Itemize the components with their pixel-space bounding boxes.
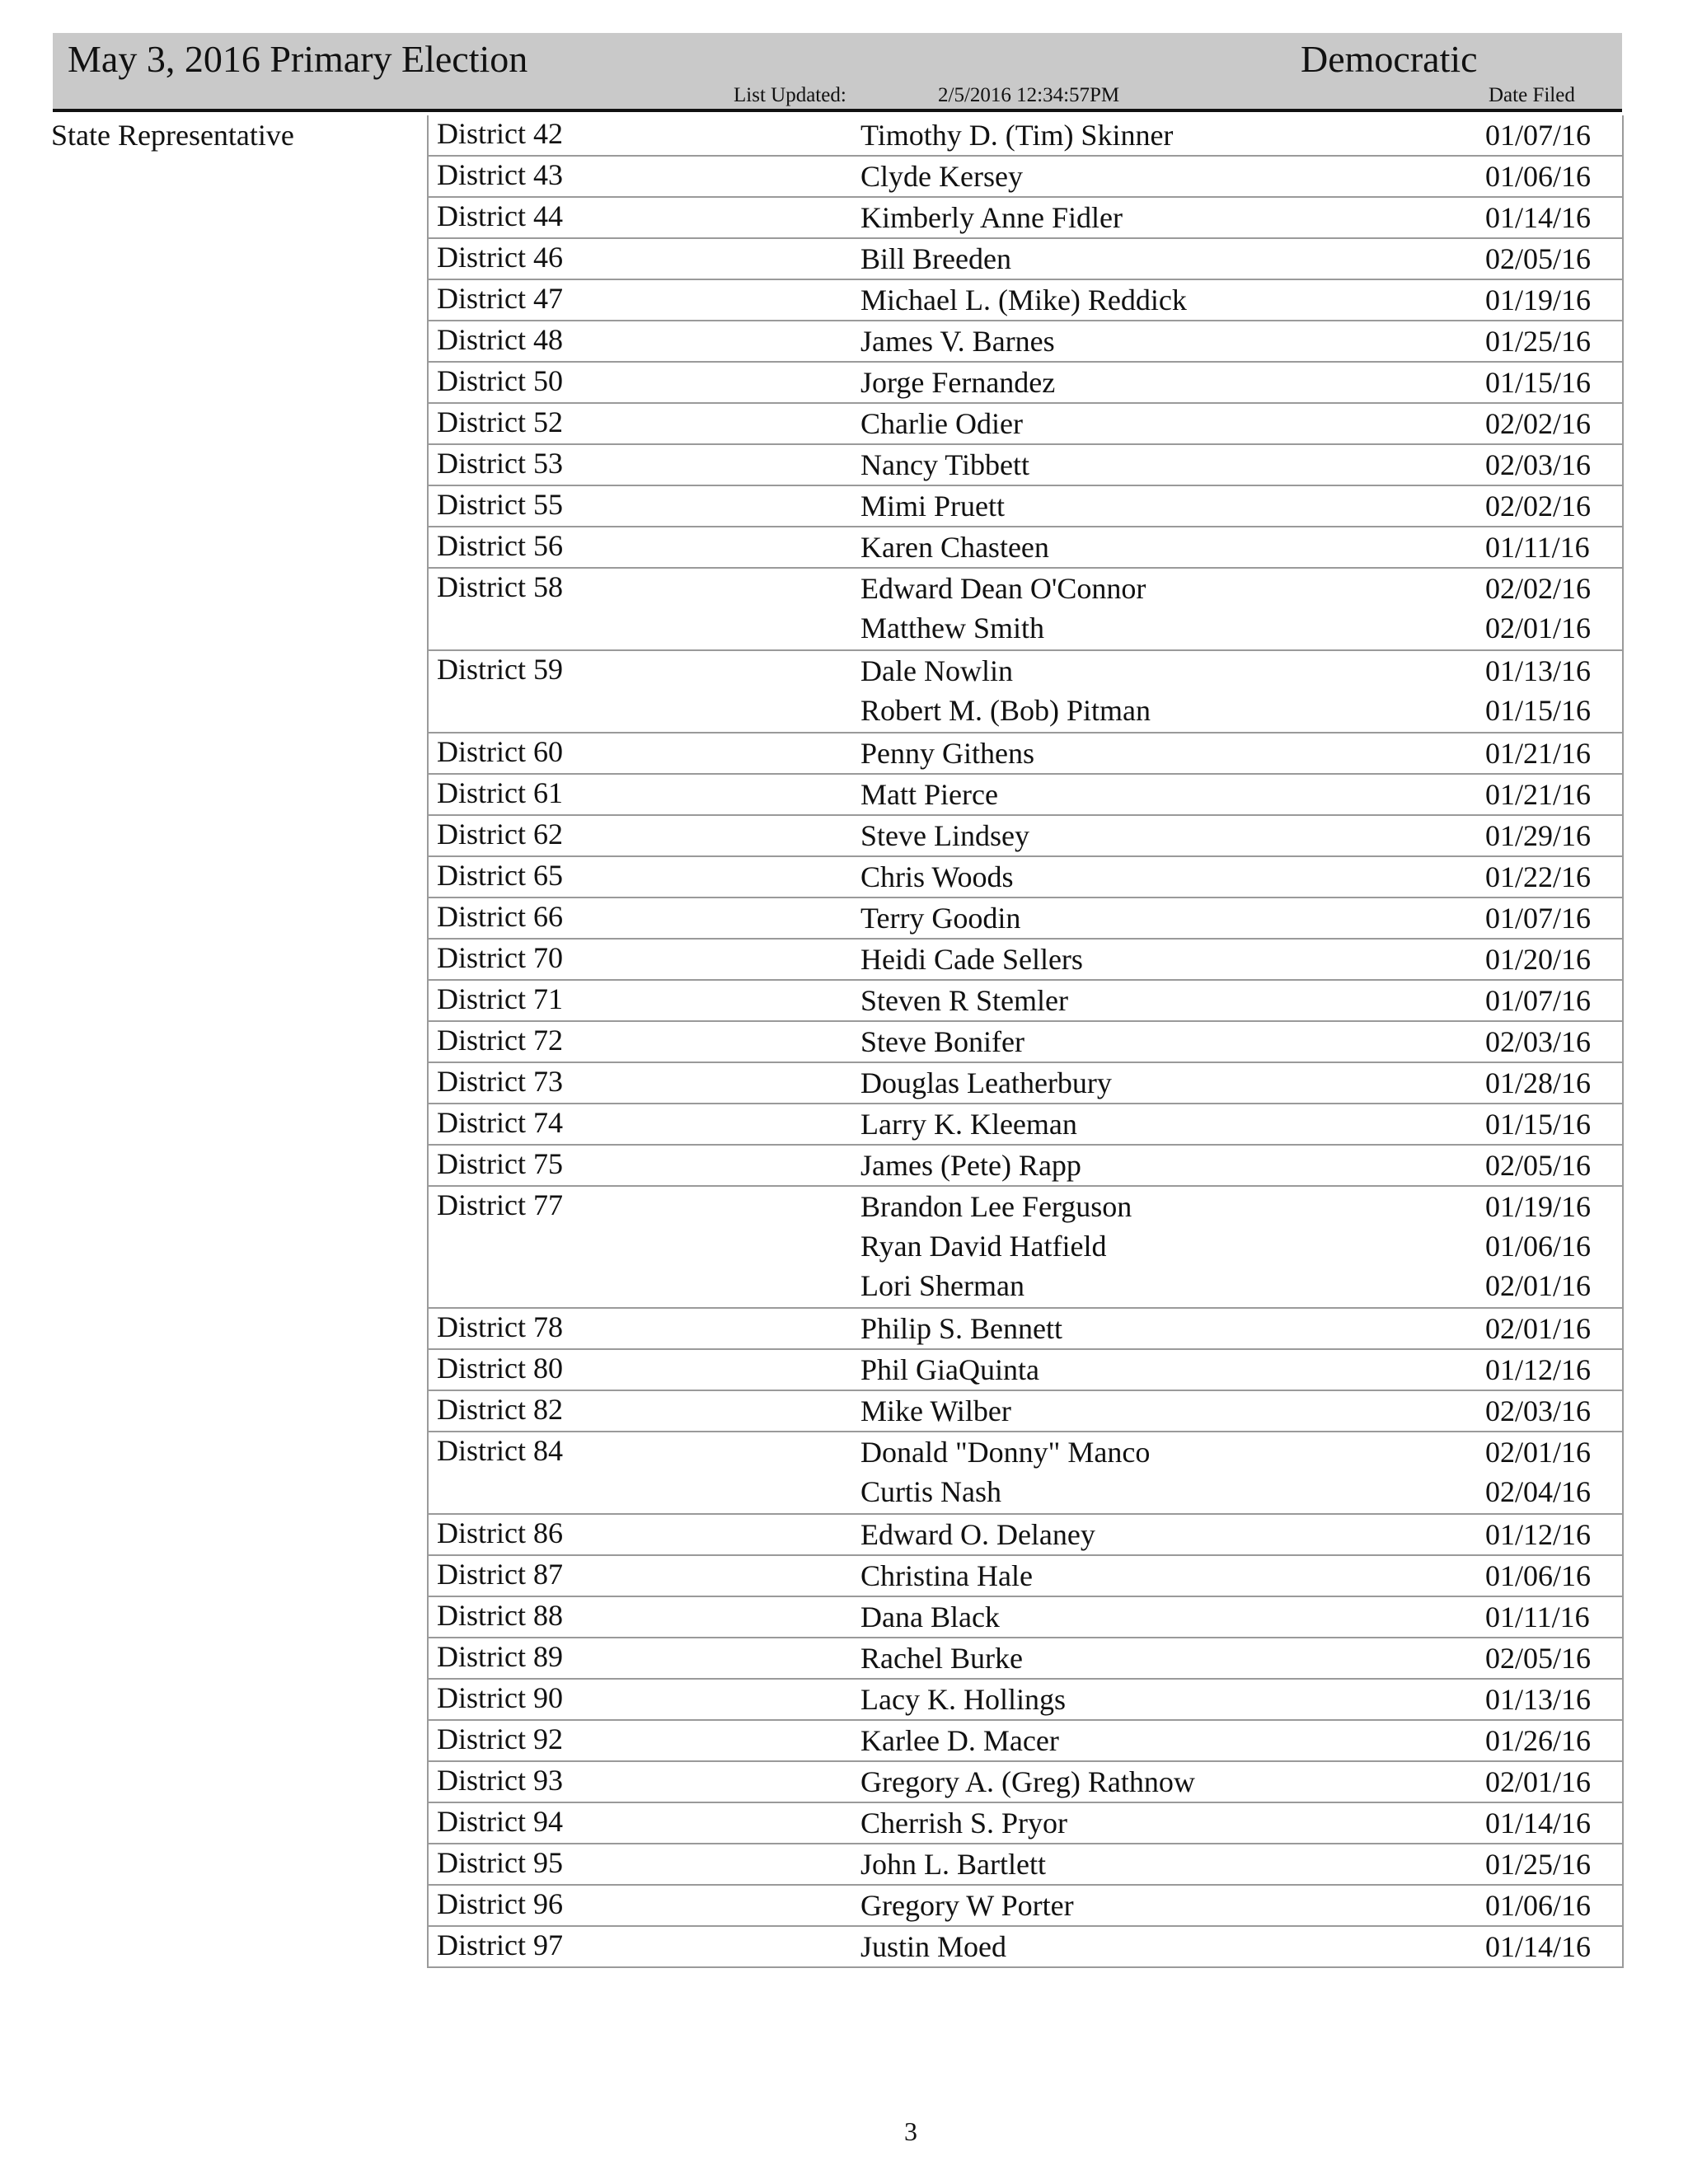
- candidate-name: Lori Sherman: [860, 1269, 1025, 1302]
- date-filed: 01/25/16: [1485, 1848, 1592, 1881]
- candidate-name: Gregory A. (Greg) Rathnow: [860, 1765, 1195, 1798]
- candidate-entry: [429, 773, 1622, 814]
- candidate-name: Charlie Odier: [860, 407, 1023, 440]
- party-name: Democratic: [1301, 38, 1478, 80]
- candidate-entry: [429, 732, 1622, 773]
- candidate-name: Karen Chasteen: [860, 531, 1049, 564]
- date-filed: 01/14/16: [1485, 201, 1592, 234]
- table-row: [429, 855, 1622, 898]
- date-filed: 01/14/16: [1485, 1807, 1592, 1840]
- table-row: [429, 526, 1622, 569]
- candidate-entry: [429, 1802, 1622, 1843]
- date-filed: 01/06/16: [1485, 1230, 1592, 1263]
- candidate-name: Curtis Nash: [860, 1475, 1001, 1508]
- date-filed: 02/01/16: [1485, 1269, 1592, 1302]
- date-filed: 01/12/16: [1485, 1353, 1592, 1386]
- candidate-entry: [429, 237, 1622, 279]
- district-label: District 60: [437, 735, 563, 768]
- date-filed: 01/14/16: [1485, 1930, 1592, 1963]
- candidate-entry: [429, 1554, 1622, 1596]
- candidate-name: Timothy D. (Tim) Skinner: [860, 119, 1174, 152]
- district-label: District 74: [437, 1106, 563, 1139]
- table-row: [429, 1719, 1622, 1762]
- candidate-entry: [429, 689, 1622, 730]
- candidate-entry: [429, 567, 1622, 608]
- table-row: [429, 1884, 1622, 1927]
- candidate-entry: [429, 1678, 1622, 1719]
- candidate-entry: [429, 607, 1622, 648]
- candidate-entry: [429, 1925, 1622, 1966]
- table-row: [429, 485, 1622, 527]
- candidate-name: Steve Lindsey: [860, 819, 1029, 852]
- table-row: [429, 1760, 1622, 1803]
- date-filed: 01/19/16: [1485, 284, 1592, 316]
- district-label: District 96: [437, 1887, 563, 1920]
- candidate-name: Bill Breeden: [860, 242, 1011, 275]
- candidate-name: John L. Bartlett: [860, 1848, 1046, 1881]
- table-row: [429, 1843, 1622, 1886]
- candidate-name: Michael L. (Mike) Reddick: [860, 284, 1187, 316]
- table-row: [429, 1307, 1622, 1350]
- date-filed: 02/03/16: [1485, 1394, 1592, 1427]
- date-filed: 02/04/16: [1485, 1475, 1592, 1508]
- candidate-entry: [429, 1431, 1622, 1472]
- candidate-entry: [429, 1225, 1622, 1266]
- district-label: District 95: [437, 1846, 563, 1879]
- date-filed: 01/22/16: [1485, 860, 1592, 893]
- candidate-name: Ryan David Hatfield: [860, 1230, 1107, 1263]
- district-label: District 43: [437, 158, 563, 191]
- table-row: [429, 567, 1622, 651]
- candidate-entry: [429, 1264, 1622, 1305]
- table-row: [429, 402, 1622, 445]
- district-label: District 42: [437, 117, 563, 150]
- candidate-entry: [429, 114, 1622, 155]
- date-filed: 02/01/16: [1485, 1436, 1592, 1469]
- district-label: District 82: [437, 1393, 563, 1426]
- candidate-entry: [429, 361, 1622, 402]
- candidate-name: Gregory W Porter: [860, 1889, 1074, 1922]
- district-label: District 58: [437, 570, 563, 603]
- table-row: [429, 279, 1622, 321]
- district-label: District 66: [437, 900, 563, 933]
- date-filed: 01/06/16: [1485, 160, 1592, 193]
- district-label: District 48: [437, 323, 563, 356]
- candidate-entry: [429, 196, 1622, 237]
- table-row: [429, 237, 1622, 280]
- table-row: [429, 649, 1622, 733]
- date-filed: 01/28/16: [1485, 1066, 1592, 1099]
- candidate-entry: [429, 1144, 1622, 1185]
- date-filed: 02/05/16: [1485, 1642, 1592, 1675]
- table-row: [429, 114, 1622, 157]
- candidate-entry: [429, 402, 1622, 443]
- district-label: District 78: [437, 1310, 563, 1343]
- candidate-entry: [429, 1103, 1622, 1144]
- district-label: District 93: [437, 1764, 563, 1797]
- date-filed: 01/19/16: [1485, 1190, 1592, 1223]
- candidate-name: Justin Moed: [860, 1930, 1007, 1963]
- date-filed: 01/13/16: [1485, 1683, 1592, 1716]
- candidate-name: Heidi Cade Sellers: [860, 943, 1083, 976]
- district-label: District 46: [437, 241, 563, 274]
- district-label: District 59: [437, 653, 563, 686]
- table-row: [429, 1390, 1622, 1432]
- candidate-name: Donald "Donny" Manco: [860, 1436, 1151, 1469]
- district-label: District 90: [437, 1681, 563, 1714]
- district-label: District 73: [437, 1065, 563, 1098]
- report-header: [53, 33, 1622, 112]
- list-updated-value: 2/5/2016 12:34:57PM: [938, 84, 1120, 106]
- date-filed: 01/07/16: [1485, 119, 1592, 152]
- list-updated-label: List Updated:: [734, 84, 846, 106]
- candidate-name: Phil GiaQuinta: [860, 1353, 1039, 1386]
- date-filed: 01/11/16: [1485, 531, 1590, 564]
- date-filed: 02/05/16: [1485, 1149, 1592, 1182]
- candidate-name: Larry K. Kleeman: [860, 1108, 1077, 1141]
- table-row: [429, 1348, 1622, 1391]
- table-row: [429, 938, 1622, 981]
- table-row: [429, 1637, 1622, 1680]
- date-filed: 01/15/16: [1485, 694, 1592, 727]
- table-row: [429, 1802, 1622, 1844]
- candidate-entry: [429, 1185, 1622, 1226]
- table-row: [429, 155, 1622, 198]
- candidate-name: Steven R Stemler: [860, 984, 1068, 1017]
- district-label: District 80: [437, 1352, 563, 1385]
- candidate-entry: [429, 1062, 1622, 1103]
- table-row: [429, 1513, 1622, 1556]
- candidate-name: Matthew Smith: [860, 612, 1044, 644]
- date-filed: 02/01/16: [1485, 612, 1592, 644]
- date-filed: 01/26/16: [1485, 1724, 1592, 1757]
- table-row: [429, 1431, 1622, 1515]
- date-filed: 01/15/16: [1485, 1108, 1592, 1141]
- district-label: District 53: [437, 447, 563, 480]
- table-row: [429, 1062, 1622, 1104]
- candidate-entry: [429, 526, 1622, 567]
- candidate-entry: [429, 1390, 1622, 1431]
- candidate-entry: [429, 649, 1622, 691]
- candidate-name: Steve Bonifer: [860, 1025, 1025, 1058]
- table-row: [429, 196, 1622, 239]
- table-row: [429, 361, 1622, 404]
- candidate-name: Chris Woods: [860, 860, 1014, 893]
- candidate-entry: [429, 1470, 1622, 1511]
- candidate-name: Edward O. Delaney: [860, 1518, 1095, 1551]
- district-label: District 97: [437, 1929, 563, 1961]
- candidate-name: Karlee D. Macer: [860, 1724, 1059, 1757]
- candidate-entry: [429, 485, 1622, 526]
- table-row: [429, 897, 1622, 940]
- district-label: District 86: [437, 1516, 563, 1549]
- district-label: District 71: [437, 982, 563, 1015]
- candidate-entry: [429, 1020, 1622, 1062]
- date-filed: 01/06/16: [1485, 1889, 1592, 1922]
- district-label: District 94: [437, 1805, 563, 1838]
- candidate-name: Dale Nowlin: [860, 654, 1013, 687]
- district-label: District 61: [437, 776, 563, 809]
- candidate-name: Mimi Pruett: [860, 490, 1006, 523]
- district-label: District 62: [437, 818, 563, 851]
- candidate-name: Mike Wilber: [860, 1394, 1011, 1427]
- office-name: State Representative: [51, 119, 294, 152]
- candidate-name: Nancy Tibbett: [860, 448, 1030, 481]
- district-label: District 55: [437, 488, 563, 521]
- candidate-table: [427, 115, 1624, 1968]
- table-row: [429, 979, 1622, 1022]
- district-label: District 92: [437, 1722, 563, 1755]
- candidate-entry: [429, 155, 1622, 196]
- date-filed: 01/07/16: [1485, 902, 1592, 935]
- district-label: District 50: [437, 364, 563, 397]
- candidate-entry: [429, 814, 1622, 855]
- candidate-entry: [429, 897, 1622, 938]
- district-label: District 52: [437, 405, 563, 438]
- table-row: [429, 443, 1622, 486]
- district-label: District 89: [437, 1640, 563, 1673]
- date-filed: 02/01/16: [1485, 1765, 1592, 1798]
- candidate-name: Robert M. (Bob) Pitman: [860, 694, 1151, 727]
- candidate-name: Terry Goodin: [860, 902, 1021, 935]
- election-title: May 3, 2016 Primary Election: [68, 38, 528, 80]
- table-row: [429, 1925, 1622, 1968]
- table-row: [429, 1144, 1622, 1187]
- date-filed: 01/25/16: [1485, 325, 1592, 358]
- district-label: District 87: [437, 1558, 563, 1591]
- date-filed: 02/02/16: [1485, 572, 1592, 605]
- candidate-entry: [429, 1760, 1622, 1802]
- candidate-name: Lacy K. Hollings: [860, 1683, 1066, 1716]
- candidate-entry: [429, 855, 1622, 897]
- candidate-entry: [429, 1637, 1622, 1678]
- candidate-entry: [429, 1884, 1622, 1925]
- candidate-name: Jorge Fernandez: [860, 366, 1056, 399]
- district-label: District 70: [437, 941, 563, 974]
- table-row: [429, 773, 1622, 816]
- candidate-name: James (Pete) Rapp: [860, 1149, 1081, 1182]
- candidate-name: Matt Pierce: [860, 778, 998, 811]
- candidate-name: Kimberly Anne Fidler: [860, 201, 1123, 234]
- candidate-name: James V. Barnes: [860, 325, 1055, 358]
- table-row: [429, 1596, 1622, 1638]
- candidate-entry: [429, 1596, 1622, 1637]
- date-filed: 02/03/16: [1485, 448, 1592, 481]
- date-filed: 01/21/16: [1485, 778, 1592, 811]
- date-filed: 01/29/16: [1485, 819, 1592, 852]
- date-filed: 02/05/16: [1485, 242, 1592, 275]
- date-filed-column-header: Date Filed: [1489, 84, 1575, 106]
- date-filed: 02/02/16: [1485, 490, 1592, 523]
- table-row: [429, 320, 1622, 363]
- candidate-name: Brandon Lee Ferguson: [860, 1190, 1132, 1223]
- candidate-name: Cherrish S. Pryor: [860, 1807, 1067, 1840]
- date-filed: 01/20/16: [1485, 943, 1592, 976]
- page-number: 3: [904, 2116, 917, 2146]
- date-filed: 01/11/16: [1485, 1601, 1590, 1633]
- table-row: [429, 1103, 1622, 1146]
- candidate-name: Clyde Kersey: [860, 160, 1023, 193]
- district-label: District 77: [437, 1188, 563, 1221]
- date-filed: 02/02/16: [1485, 407, 1592, 440]
- candidate-entry: [429, 1513, 1622, 1554]
- candidate-entry: [429, 938, 1622, 979]
- district-label: District 56: [437, 529, 563, 562]
- table-row: [429, 1020, 1622, 1063]
- district-label: District 44: [437, 199, 563, 232]
- date-filed: 01/06/16: [1485, 1559, 1592, 1592]
- candidate-entry: [429, 1719, 1622, 1760]
- district-label: District 65: [437, 859, 563, 892]
- candidate-entry: [429, 1307, 1622, 1348]
- table-row: [429, 1554, 1622, 1597]
- district-label: District 84: [437, 1434, 563, 1467]
- candidate-entry: [429, 320, 1622, 361]
- candidate-name: Dana Black: [860, 1601, 1000, 1633]
- date-filed: 01/21/16: [1485, 737, 1592, 770]
- table-row: [429, 814, 1622, 857]
- candidate-entry: [429, 1843, 1622, 1884]
- district-label: District 72: [437, 1024, 563, 1057]
- date-filed: 01/07/16: [1485, 984, 1592, 1017]
- date-filed: 01/12/16: [1485, 1518, 1592, 1551]
- candidate-name: Rachel Burke: [860, 1642, 1023, 1675]
- date-filed: 01/15/16: [1485, 366, 1592, 399]
- candidate-entry: [429, 979, 1622, 1020]
- candidate-entry: [429, 279, 1622, 320]
- date-filed: 02/01/16: [1485, 1312, 1592, 1345]
- candidate-name: Christina Hale: [860, 1559, 1033, 1592]
- district-label: District 47: [437, 282, 563, 315]
- candidate-name: Douglas Leatherbury: [860, 1066, 1112, 1099]
- district-label: District 75: [437, 1147, 563, 1180]
- candidate-name: Edward Dean O'Connor: [860, 572, 1146, 605]
- candidate-entry: [429, 1348, 1622, 1390]
- candidate-name: Philip S. Bennett: [860, 1312, 1063, 1345]
- table-row: [429, 732, 1622, 775]
- candidate-entry: [429, 443, 1622, 485]
- district-label: District 88: [437, 1599, 563, 1632]
- date-filed: 01/13/16: [1485, 654, 1592, 687]
- date-filed: 02/03/16: [1485, 1025, 1592, 1058]
- table-row: [429, 1678, 1622, 1721]
- table-row: [429, 1185, 1622, 1309]
- candidate-name: Penny Githens: [860, 737, 1034, 770]
